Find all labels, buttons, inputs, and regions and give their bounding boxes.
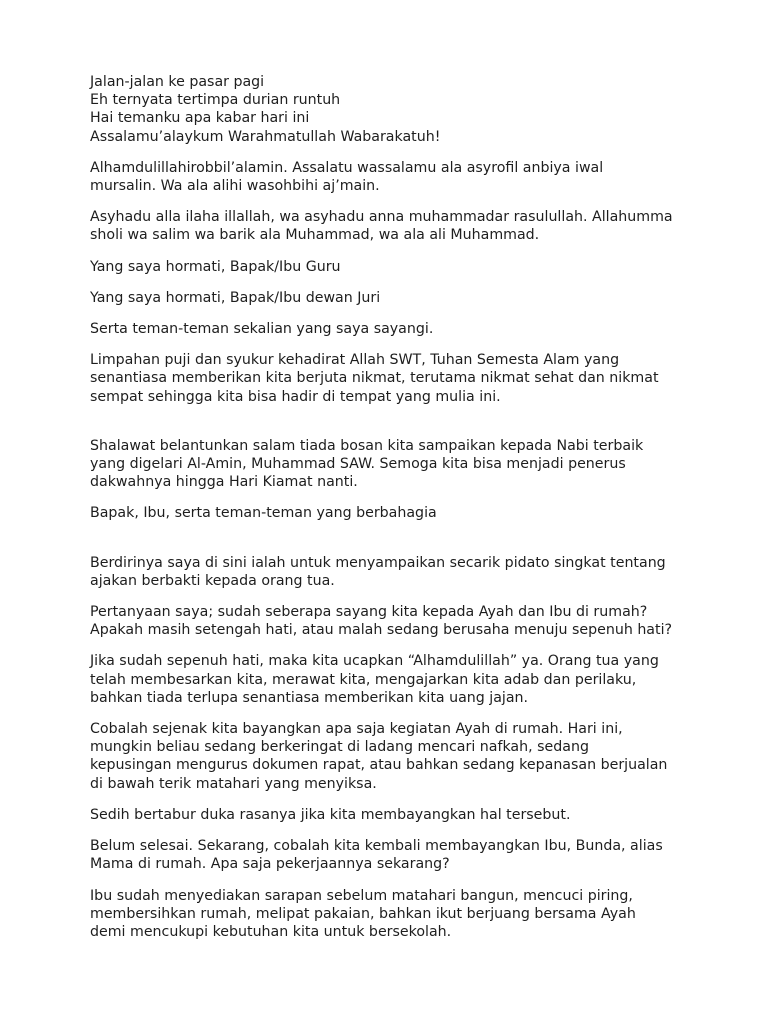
text-line: Mama di rumah. Apa saja pekerjaannya sekarang? [90, 856, 450, 873]
text-line: Sedih bertabur duka rasanya jika kita membayangkan hal tersebut. [90, 806, 571, 823]
text-line: Limpahan puji dan syukur kehadirat Allah SWT, Tuhan Semesta Alam yang [90, 352, 620, 369]
paragraph [90, 603, 695, 639]
text-line: kepusingan mengurus dokumen rapat, atau bahkan sedang kepanasan berjualan [90, 757, 668, 774]
paragraph [90, 208, 695, 244]
paragraph [90, 159, 695, 195]
text-line: Jika sudah sepenuh hati, maka kita ucapkan “Alhamdulillah” ya. Orang tua yang [90, 653, 659, 670]
paragraph [90, 652, 695, 707]
greeting-line [90, 504, 695, 522]
text-line: bahkan tiada terlupa senantiasa memberikan kita uang jajan. [90, 689, 529, 706]
paragraph [90, 887, 695, 942]
paragraph [90, 720, 695, 793]
text-line: Hai temanku apa kabar hari ini [90, 110, 310, 127]
text-line: Pertanyaan saya; sudah seberapa sayang kita kepada Ayah dan Ibu di rumah? [90, 604, 648, 621]
greeting-line [90, 320, 695, 338]
text-line: Asyhadu alla ilaha illallah, wa asyhadu anna muhammadar rasulullah. Allahumma [90, 209, 673, 226]
paragraph [90, 806, 695, 824]
text-line: sholi wa salim wa barik ala Muhammad, wa ala ali Muhammad. [90, 227, 540, 244]
text-line: Yang saya hormati, Bapak/Ibu dewan Juri [90, 289, 381, 306]
text-line: sempat sehingga kita bisa hadir di tempat yang mulia ini. [90, 388, 501, 405]
text-line: Berdirinya saya di sini ialah untuk menyampaikan secarik pidato singkat tentang [90, 554, 666, 571]
text-line: Apakah masih setengah hati, atau malah sedang berusaha menuju sepenuh hati? [90, 622, 673, 639]
paragraph [90, 351, 695, 406]
text-line: senantiasa memberikan kita berjuta nikmat, terutama nikmat sehat dan nikmat [90, 370, 659, 387]
text-line: Alhamdulillahirobbil’alamin. Assalatu wassalamu ala asyrofil anbiya iwal [90, 159, 604, 176]
text-line: telah membesarkan kita, merawat kita, mengajarkan kita adab dan perilaku, [90, 671, 637, 688]
paragraph [90, 437, 695, 492]
greeting-line [90, 258, 695, 276]
text-line: Cobalah sejenak kita bayangkan apa saja kegiatan Ayah di rumah. Hari ini, [90, 721, 623, 738]
document-body [90, 73, 695, 954]
text-line: Shalawat belantunkan salam tiada bosan kita sampaikan kepada Nabi terbaik [90, 437, 644, 454]
text-line: di bawah terik matahari yang menyiksa. [90, 775, 377, 792]
text-line: mursalin. Wa ala alihi wasohbihi aj’main. [90, 178, 380, 195]
text-line: Yang saya hormati, Bapak/Ibu Guru [90, 258, 341, 275]
greeting-line [90, 289, 695, 307]
paragraph [90, 837, 695, 873]
text-line: Jalan-jalan ke pasar pagi [90, 74, 265, 90]
text-line: Eh ternyata tertimpa durian runtuh [90, 92, 341, 109]
text-line: Ibu sudah menyediakan sarapan sebelum matahari bangun, mencuci piring, [90, 887, 633, 904]
text-line: Bapak, Ibu, serta teman-teman yang berbahagia [90, 505, 437, 522]
text-line: dakwahnya hingga Hari Kiamat nanti. [90, 474, 358, 491]
opening-pantun [90, 73, 695, 146]
text-line: demi mencukupi kebutuhan kita untuk bersekolah. [90, 923, 452, 940]
text-line: Assalamu’alaykum Warahmatullah Wabarakatuh! [90, 128, 441, 145]
text-line: mungkin beliau sedang berkeringat di ladang mencari nafkah, sedang [90, 739, 589, 756]
text-line: ajakan berbakti kepada orang tua. [90, 572, 335, 589]
text-line: yang digelari Al-Amin, Muhammad SAW. Semoga kita bisa menjadi penerus [90, 456, 626, 473]
text-line: Belum selesai. Sekarang, cobalah kita kembali membayangkan Ibu, Bunda, alias [90, 838, 663, 855]
paragraph [90, 554, 695, 590]
text-line: membersihkan rumah, melipat pakaian, bahkan ikut berjuang bersama Ayah [90, 905, 636, 922]
text-line: Serta teman-teman sekalian yang saya sayangi. [90, 321, 434, 338]
